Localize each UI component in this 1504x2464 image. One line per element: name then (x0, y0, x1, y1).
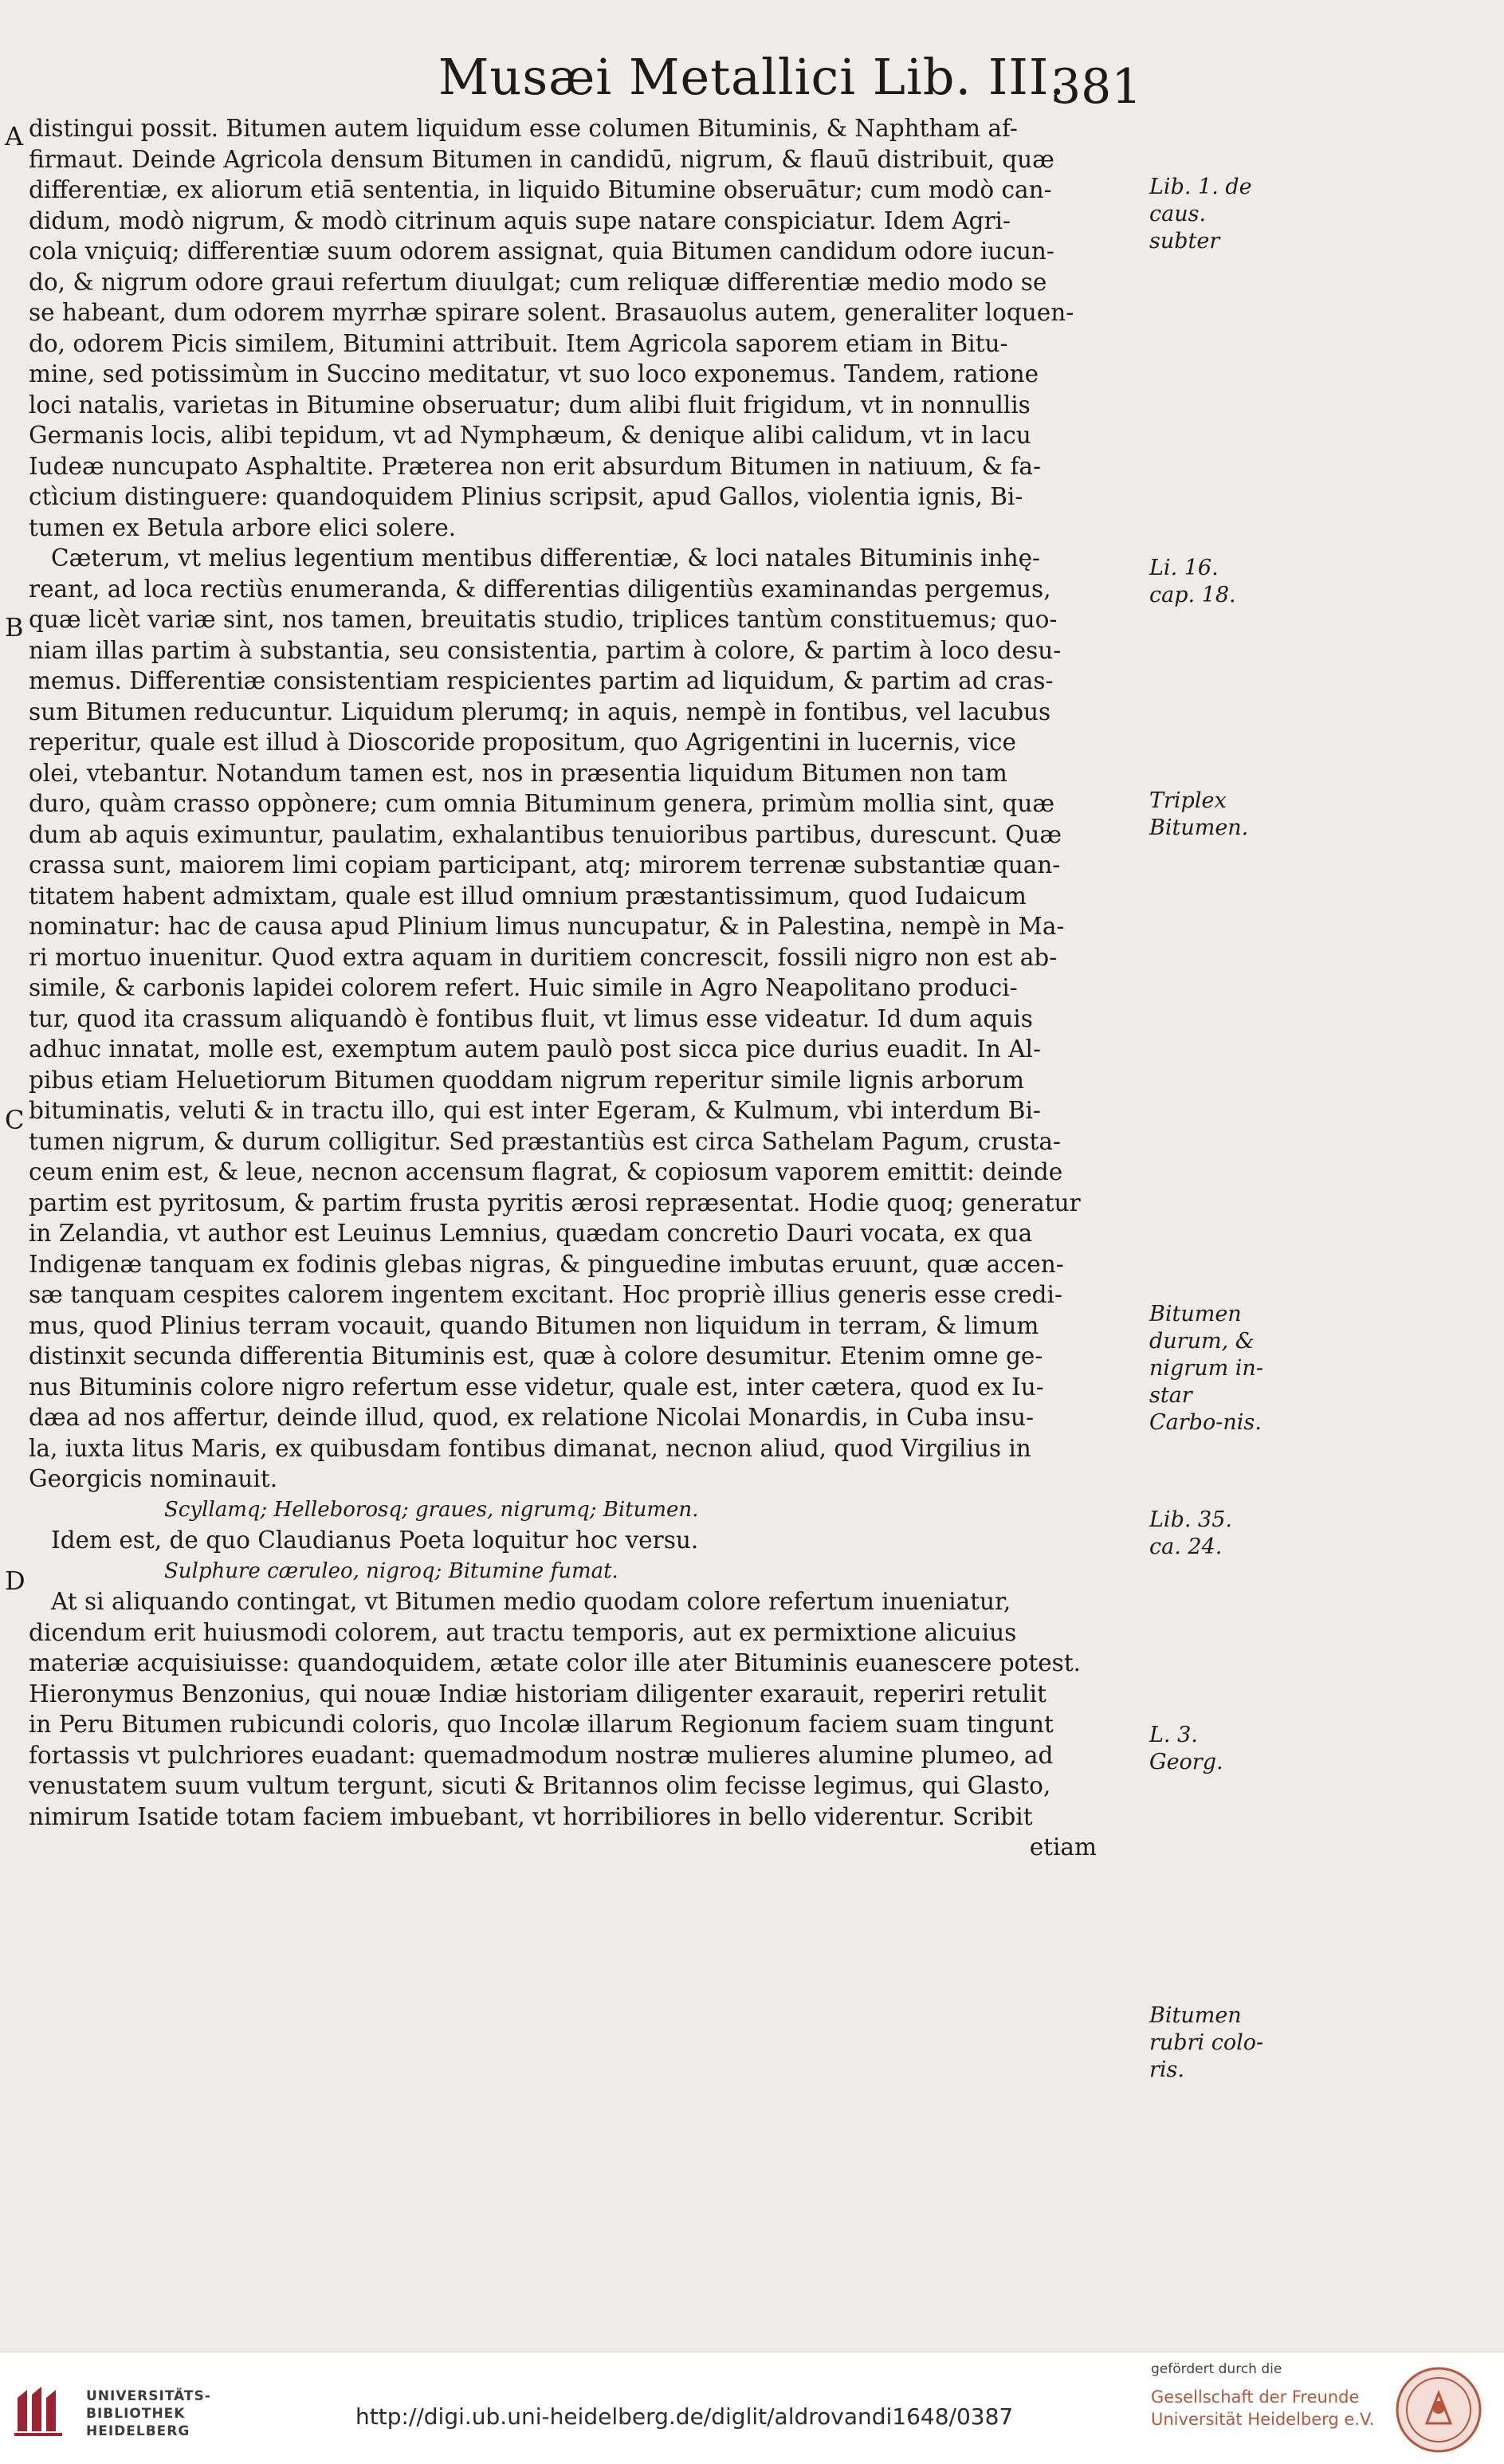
text-line: Hieronymus Benzonius, qui nouæ Indiæ historiam diligenter exarauit, reperiri retulit (29, 1680, 1047, 1708)
text-line: adhuc innatat, molle est, exemptum autem paulò post sicca pice durius euadit. In Al- (29, 1036, 1041, 1063)
text-line: venustatem suum vultum tergunt, sicuti & Britannos olim fecisse legimus, qui Glasto, (29, 1772, 1051, 1799)
text-line: tumen nigrum, & durum colligitur. Sed præstantiùs est circa Sathelam Pagum, crusta- (29, 1127, 1061, 1155)
body-text (29, 113, 1145, 1863)
text-line: niam illas partim à substantia, seu consistentia, partim à colore, & partim à loco desu- (29, 636, 1062, 664)
permalink-url[interactable]: http://digi.ub.uni-heidelberg.de/diglit/aldrovandi1648/0387 (355, 2403, 1014, 2430)
text-line: se habeant, dum odorem myrrhæ spirare solent. Brasauolus autem, generaliter loquen- (29, 299, 1074, 326)
text-line: Germanis locis, alibi tepidum, vt ad Nymphæum, & denique alibi calidum, vt in lacu (29, 422, 1031, 449)
text-line: distingui possit. Bitumen autem liquidum esse columen Bituminis, & Naphtham af- (29, 115, 1018, 142)
text-line: quæ licèt variæ sint, nos tamen, breuitatis studio, triplices tantùm constituemus; quo- (29, 606, 1058, 633)
text-line: Scyllamq; Helleborosq; graues, nigrumq; Bitumen. (164, 1497, 699, 1522)
text-line: dicendum erit huiusmodi colorem, aut tractu temporis, aut ex permixtione alicuius (29, 1618, 1017, 1646)
text-line: materiæ acquisiuisse: quandoquidem, ætate color ille ater Bituminis euanescere potest. (29, 1649, 1082, 1676)
text-line: tur, quod ita crassum aliquandò è fontibus fluit, vt limus esse videatur. Id dum aquis (29, 1004, 1033, 1032)
library-name-line: UNIVERSITÄTS- (86, 2388, 211, 2404)
text-line: ctìcium distinguere: quandoquidem Plinius scripsit, apud Gallos, violentia ignis, Bi- (29, 483, 1023, 510)
text-line: olei, vtebantur. Notandum tamen est, nos in præsentia liquidum Bitumen non tam (29, 759, 1007, 787)
text-line: duro, quàm crasso oppònere; cum omnia Bituminum genera, primùm mollia sint, quæ (29, 790, 1055, 817)
text-line: titatem habent admixtam, quale est illud omnium præstantissimum, quod Iudaicum (29, 882, 1027, 910)
text-line: sum Bitumen reducuntur. Liquidum plerumq; in aquis, nempè in fontibus, vel lacubus (29, 698, 1051, 725)
section-letter-b: B (5, 612, 24, 643)
text-line: etiam (1029, 1833, 1097, 1861)
text-line: Georgicis nominauit. (29, 1465, 278, 1492)
library-name-line: HEIDELBERG (86, 2423, 190, 2439)
margin-note: Triplex Bitumen. (1149, 788, 1249, 840)
text-line: nimirum Isatide totam faciem imbuebant, vt horribiliores in bello viderentur. Scribit (29, 1802, 1033, 1830)
text-line: memus. Differentiæ consistentiam respicientes partim ad liquidum, & partim ad cras- (29, 667, 1054, 694)
margin-note: Lib. 1. de caus. subter (1149, 175, 1252, 253)
text-line: Cæterum, vt melius legentium mentibus differentiæ, & loci natales Bituminis inhę- (51, 544, 1041, 572)
text-line: sæ tanquam cespites calorem ingentem excitant. Hoc propriè illius generis esse credi- (29, 1281, 1062, 1308)
page-number: 381 (1050, 59, 1142, 115)
text-line: partim est pyritosum, & partim frusta pyritis ærosi repræsentat. Hodie quoq; generatur (29, 1189, 1081, 1216)
text-line: didum, modò nigrum, & modò citrinum aquis supe natare conspiciatur. Idem Agri- (29, 206, 1011, 234)
text-line: reant, ad loca rectiùs enumeranda, & differentias diligentiùs examinandas pergemus, (29, 575, 1051, 603)
text-line: do, & nigrum odore graui refertum diuulgat; cum reliquæ differentiæ medio modo se (29, 268, 1047, 296)
margin-note: Li. 16. cap. 18. (1149, 556, 1236, 607)
text-line: Indigenæ tanquam ex fodinis glebas nigras, & pinguedine imbutas eruunt, quæ accen- (29, 1250, 1064, 1278)
society-name-line: Universität Heidelberg e.V. (1151, 2410, 1375, 2429)
text-line: mine, sed potissimùm in Succino meditatur, vt suo loco exponemus. Tandem, ratione (29, 360, 1039, 387)
text-line: in Peru Bitumen rubicundi coloris, quo Incolæ illarum Regionum faciem suam tingunt (29, 1711, 1054, 1738)
section-letter-a: A (5, 121, 24, 151)
university-library-logo-icon (11, 2383, 75, 2439)
text-line: fortassis vt pulchriores euadant: quemadmodum nostræ mulieres alumine plumeo, ad (29, 1741, 1054, 1769)
text-line: tumen ex Betula arbore elici solere. (29, 513, 457, 541)
section-letter-c: C (5, 1105, 25, 1135)
text-line: loci natalis, varietas in Bitumine obseruatur; dum alibi fluit frigidum, vt in nonnullis (29, 391, 1031, 419)
margin-note: Bitumen durum, & nigrum in-star Carbo-nis. (1149, 1302, 1263, 1435)
text-line: mus, quod Plinius terram vocauit, quando Bitumen non liquidum in terram, & limum (29, 1311, 1039, 1339)
text-line: Sulphure cæruleo, nigroq; Bitumine fumat. (164, 1558, 618, 1583)
text-line: nominatur: hac de causa apud Plinium limus nuncupatur, & in Palestina, nempè in Ma- (29, 913, 1065, 940)
margin-note: L. 3. Georg. (1149, 1723, 1223, 1774)
text-line: do, odorem Picis similem, Bitumini attribuit. Item Agricola saporem etiam in Bitu- (29, 329, 1008, 357)
text-line: bituminatis, veluti & in tractu illo, qui est inter Egeram, & Kulmum, vbi interdum Bi- (29, 1097, 1041, 1124)
text-line: nus Bituminis colore nigro refertum esse videtur, quale est, inter cætera, quod ex Iu- (29, 1373, 1044, 1401)
text-line: firmaut. Deinde Agricola densum Bitumen in candidū, nigrum, & flauū distribuit, quæ (29, 145, 1054, 173)
text-line: differentiæ, ex aliorum etiā sententia, in liquido Bitumine obseruātur; cum modò can- (29, 176, 1052, 203)
funded-by-label: gefördert durch die (1151, 2361, 1282, 2377)
text-line: crassa sunt, maiorem limi copiam participant, atq; mirorem terrenæ substantiæ quan- (29, 851, 1061, 878)
text-line: la, iuxta litus Maris, ex quibusdam fontibus dimanat, necnon aliud, quod Virgilius in (29, 1434, 1031, 1462)
text-line: dæa ad nos affertur, deinde illud, quod, ex relatione Nicolai Monardis, in Cuba insu- (29, 1404, 1034, 1431)
margin-note: Bitumen rubri colo-ris. (1149, 2003, 1264, 2082)
text-line: Idem est, de quo Claudianus Poeta loquitur hoc versu. (51, 1527, 699, 1554)
text-line: Iudeæ nuncupato Asphaltite. Præterea non erit absurdum Bitumen in natiuum, & fa- (29, 452, 1041, 480)
text-line: in Zelandia, vt author est Leuinus Lemnius, quædam concretio Dauri vocata, ex qua (29, 1220, 1033, 1247)
society-name-line: Gesellschaft der Freunde (1151, 2387, 1360, 2407)
text-line: reperitur, quale est illud à Dioscoride propositum, quo Agrigentini in lucernis, vice (29, 729, 1016, 756)
text-line: distinxit secunda differentia Bituminis est, quæ à colore desumitur. Etenim omne ge- (29, 1342, 1043, 1370)
section-letter-d: D (5, 1566, 26, 1596)
text-line: dum ab aquis eximuntur, paulatim, exhalantibus tenuioribus partibus, durescunt. Quæ (29, 820, 1062, 848)
margin-note: Lib. 35. ca. 24. (1149, 1507, 1232, 1559)
text-line: simile, & carbonis lapidei colorem refert. Huic simile in Agro Neapolitano produci- (29, 974, 1018, 1001)
text-line: pibus etiam Heluetiorum Bitumen quoddam nigrum reperitur simile lignis arborum (29, 1066, 1025, 1094)
running-head: Musæi Metallici Lib. III. (438, 48, 1066, 106)
text-line: cola vniçuiq; differentiæ suum odorem assignat, quia Bitumen candidum odore iucun- (29, 238, 1054, 265)
library-name-line: BIBLIOTHEK (86, 2406, 186, 2422)
text-line: ri mortuo inuenitur. Quod extra aquam in duritiem concrescit, fossili nigro non est ab- (29, 943, 1058, 971)
text-line: At si aliquando contingat, vt Bitumen medio quodam colore refertum inueniatur, (51, 1588, 1011, 1615)
university-seal-icon (1395, 2366, 1482, 2454)
text-line: ceum enim est, & leue, necnon accensum flagrat, & copiosum vaporem emittit: deinde (29, 1158, 1063, 1185)
